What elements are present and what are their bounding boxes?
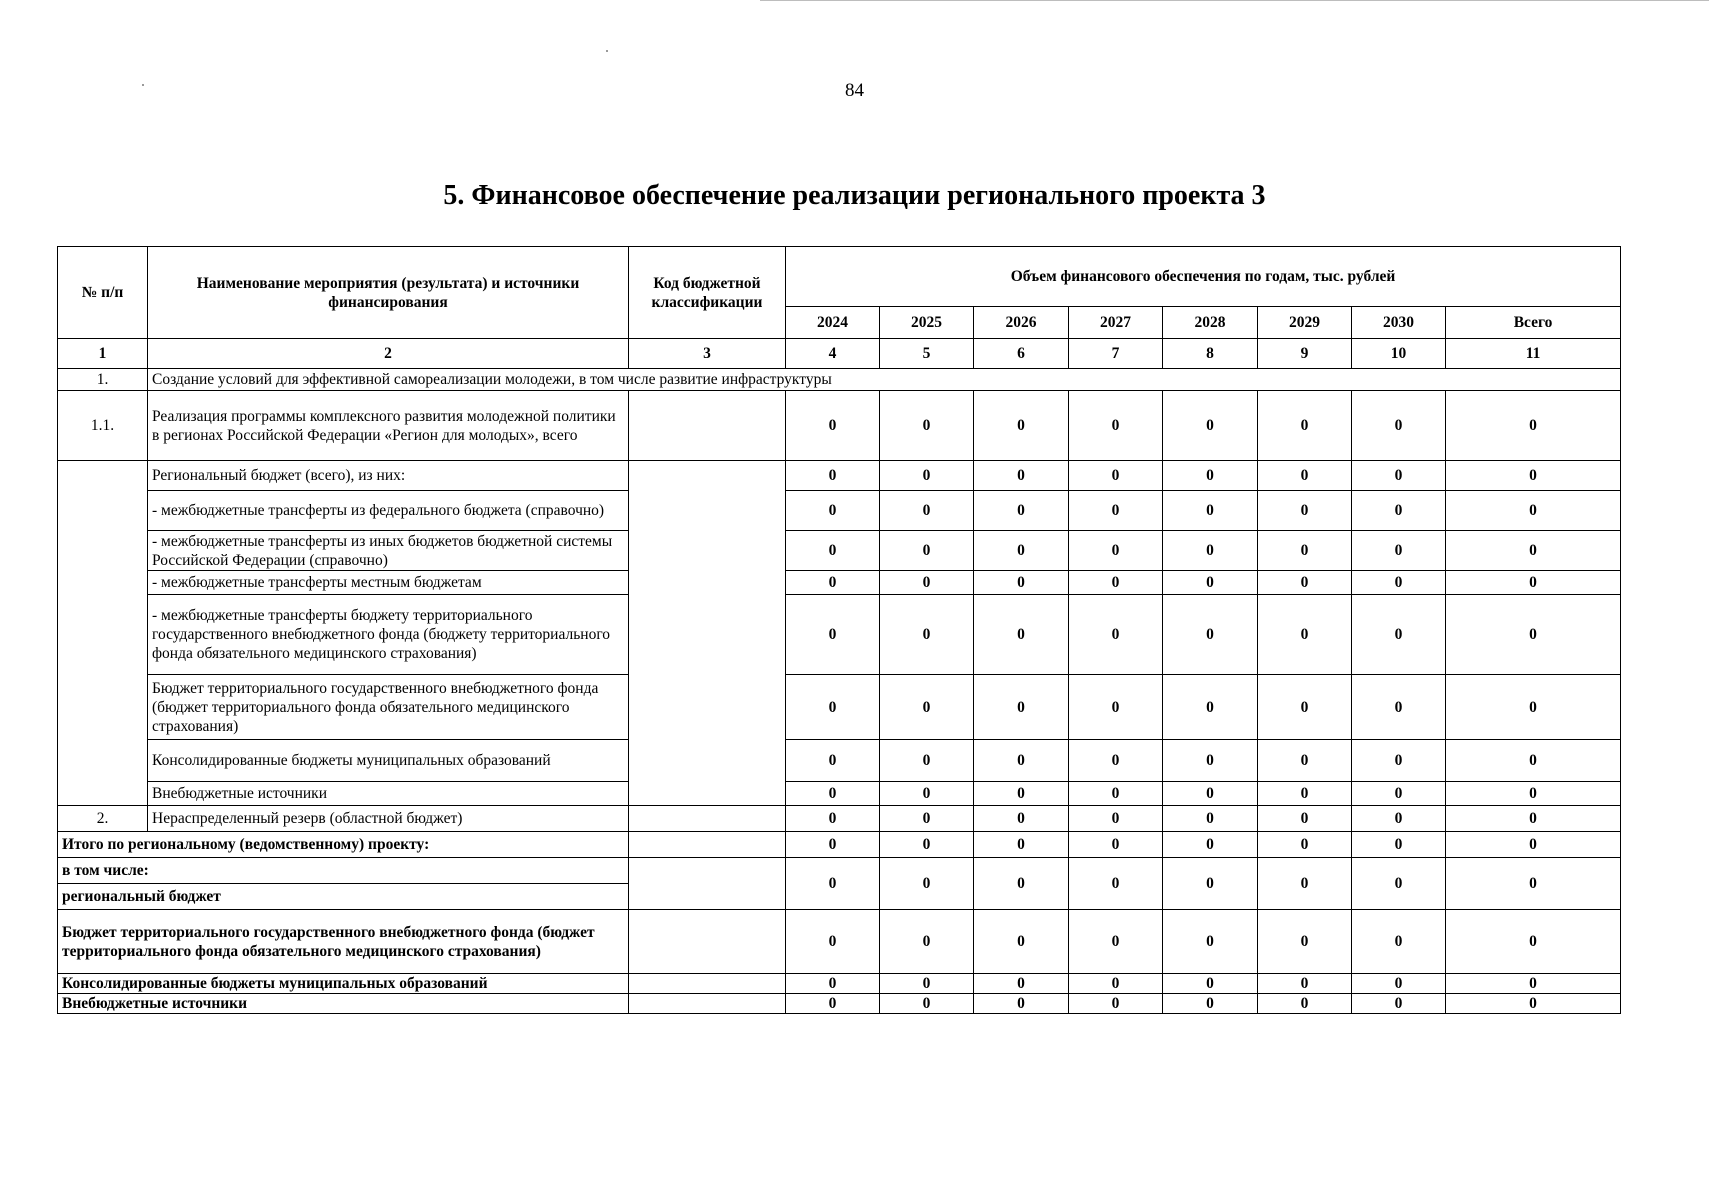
value-cell: 0 bbox=[1446, 782, 1621, 806]
value-cell: 0 bbox=[1163, 782, 1258, 806]
header-year: 2029 bbox=[1258, 307, 1352, 339]
value-cell: 0 bbox=[974, 782, 1069, 806]
column-number: 5 bbox=[880, 339, 974, 369]
value-cell: 0 bbox=[1069, 740, 1163, 782]
value-cell: 0 bbox=[1446, 391, 1621, 461]
value-cell: 0 bbox=[786, 782, 880, 806]
row-code bbox=[629, 832, 786, 858]
value-cell: 0 bbox=[786, 675, 880, 740]
row-number: 1.1. bbox=[58, 391, 148, 461]
value-cell: 0 bbox=[880, 832, 974, 858]
table-row bbox=[58, 531, 1621, 571]
value-cell: 0 bbox=[1163, 461, 1258, 491]
table-row bbox=[58, 491, 1621, 531]
value-cell: 0 bbox=[1258, 832, 1352, 858]
value-cell: 0 bbox=[1258, 910, 1352, 974]
value-cell: 0 bbox=[1446, 461, 1621, 491]
value-cell: 0 bbox=[1163, 740, 1258, 782]
page-title: 5. Финансовое обеспечение реализации регионального проекта 3 bbox=[443, 180, 1266, 211]
value-cell: 0 bbox=[1163, 595, 1258, 675]
row-code bbox=[629, 806, 786, 832]
value-cell: 0 bbox=[1163, 994, 1258, 1014]
value-cell: 0 bbox=[1069, 571, 1163, 595]
value-cell: 0 bbox=[1352, 675, 1446, 740]
table-row bbox=[58, 571, 1621, 595]
section-num: 1. bbox=[58, 369, 148, 391]
value-cell: 0 bbox=[880, 595, 974, 675]
header-year: 2026 bbox=[974, 307, 1069, 339]
value-cell: 0 bbox=[1163, 910, 1258, 974]
value-cell: 0 bbox=[786, 806, 880, 832]
value-cell: 0 bbox=[1069, 491, 1163, 531]
value-cell: 0 bbox=[1163, 531, 1258, 571]
column-number: 10 bbox=[1352, 339, 1446, 369]
row-code bbox=[629, 974, 786, 994]
row-name: Региональный бюджет (всего), из них: bbox=[148, 461, 629, 491]
value-cell: 0 bbox=[1258, 806, 1352, 832]
header-year: 2027 bbox=[1069, 307, 1163, 339]
row-name: Консолидированные бюджеты муниципальных образований bbox=[148, 740, 629, 782]
value-cell: 0 bbox=[786, 461, 880, 491]
value-cell: 0 bbox=[880, 782, 974, 806]
value-cell: 0 bbox=[1352, 858, 1446, 910]
row-name: - межбюджетные трансферты местным бюджетам bbox=[148, 571, 629, 595]
value-cell: 0 bbox=[974, 461, 1069, 491]
header-total: Всего bbox=[1446, 307, 1621, 339]
value-cell: 0 bbox=[1352, 994, 1446, 1014]
column-number: 7 bbox=[1069, 339, 1163, 369]
value-cell: 0 bbox=[1352, 832, 1446, 858]
extrabudget-row bbox=[58, 994, 1621, 1014]
value-cell: 0 bbox=[1446, 974, 1621, 994]
value-cell: 0 bbox=[1163, 974, 1258, 994]
column-number: 2 bbox=[148, 339, 629, 369]
value-cell: 0 bbox=[1258, 994, 1352, 1014]
row-code-merged bbox=[629, 461, 786, 806]
total-label: Бюджет территориального государственного внебюджетного фонда (бюджет территориального фонда обязательного медицинского страхования) bbox=[58, 910, 629, 974]
value-cell: 0 bbox=[1069, 461, 1163, 491]
value-cell: 0 bbox=[1446, 806, 1621, 832]
column-number: 4 bbox=[786, 339, 880, 369]
value-cell: 0 bbox=[786, 994, 880, 1014]
row-number: 2. bbox=[58, 806, 148, 832]
value-cell: 0 bbox=[1446, 740, 1621, 782]
value-cell: 0 bbox=[786, 832, 880, 858]
value-cell: 0 bbox=[1163, 675, 1258, 740]
value-cell: 0 bbox=[880, 391, 974, 461]
value-cell: 0 bbox=[1352, 910, 1446, 974]
value-cell: 0 bbox=[880, 491, 974, 531]
value-cell: 0 bbox=[974, 391, 1069, 461]
value-cell: 0 bbox=[880, 806, 974, 832]
value-cell: 0 bbox=[1258, 595, 1352, 675]
table-row bbox=[58, 461, 1621, 491]
header-year: 2025 bbox=[880, 307, 974, 339]
value-cell: 0 bbox=[1069, 595, 1163, 675]
value-cell: 0 bbox=[1069, 391, 1163, 461]
value-cell: 0 bbox=[1258, 858, 1352, 910]
value-cell: 0 bbox=[786, 595, 880, 675]
total-label: Внебюджетные источники bbox=[58, 994, 629, 1014]
value-cell: 0 bbox=[974, 806, 1069, 832]
value-cell: 0 bbox=[1446, 832, 1621, 858]
value-cell: 0 bbox=[786, 491, 880, 531]
column-number: 3 bbox=[629, 339, 786, 369]
table-row bbox=[58, 675, 1621, 740]
header-num: № п/п bbox=[58, 247, 148, 339]
value-cell: 0 bbox=[1352, 782, 1446, 806]
value-cell: 0 bbox=[1258, 531, 1352, 571]
value-cell: 0 bbox=[1163, 571, 1258, 595]
value-cell: 0 bbox=[1352, 491, 1446, 531]
value-cell: 0 bbox=[1069, 832, 1163, 858]
regional-budget-label: региональный бюджет bbox=[58, 884, 629, 910]
page-number: 84 bbox=[845, 80, 864, 101]
row-name: Реализация программы комплексного развития молодежной политики в регионах Российской Федерации «Регион для молодых», всего bbox=[148, 391, 629, 461]
value-cell: 0 bbox=[974, 858, 1069, 910]
total-row bbox=[58, 832, 1621, 858]
value-cell: 0 bbox=[1352, 595, 1446, 675]
municipal-budget-row bbox=[58, 974, 1621, 994]
value-cell: 0 bbox=[1069, 974, 1163, 994]
value-cell: 0 bbox=[1258, 675, 1352, 740]
header-year: 2030 bbox=[1352, 307, 1446, 339]
value-cell: 0 bbox=[1352, 461, 1446, 491]
value-cell: 0 bbox=[974, 910, 1069, 974]
value-cell: 0 bbox=[1069, 910, 1163, 974]
value-cell: 0 bbox=[974, 571, 1069, 595]
total-label: Консолидированные бюджеты муниципальных образований bbox=[58, 974, 629, 994]
table-row bbox=[58, 806, 1621, 832]
value-cell: 0 bbox=[1258, 391, 1352, 461]
value-cell: 0 bbox=[974, 832, 1069, 858]
value-cell: 0 bbox=[1258, 491, 1352, 531]
value-cell: 0 bbox=[1352, 391, 1446, 461]
column-number: 6 bbox=[974, 339, 1069, 369]
including-row bbox=[58, 858, 1621, 884]
value-cell: 0 bbox=[786, 571, 880, 595]
value-cell: 0 bbox=[1258, 782, 1352, 806]
column-number: 1 bbox=[58, 339, 148, 369]
section-title: Создание условий для эффективной самореализации молодежи, в том числе развитие инфраструктуры bbox=[148, 369, 1621, 391]
header-year: 2028 bbox=[1163, 307, 1258, 339]
scan-speck bbox=[606, 50, 608, 52]
financing-table bbox=[57, 246, 1621, 1014]
value-cell: 0 bbox=[1446, 994, 1621, 1014]
value-cell: 0 bbox=[1352, 974, 1446, 994]
row-code bbox=[629, 910, 786, 974]
header-name: Наименование мероприятия (результата) и источники финансирования bbox=[148, 247, 629, 339]
column-number: 9 bbox=[1258, 339, 1352, 369]
value-cell: 0 bbox=[1352, 740, 1446, 782]
value-cell: 0 bbox=[1446, 571, 1621, 595]
value-cell: 0 bbox=[880, 461, 974, 491]
header-volume: Объем финансового обеспечения по годам, тыс. рублей bbox=[786, 247, 1621, 307]
value-cell: 0 bbox=[786, 974, 880, 994]
row-name: Бюджет территориального государственного внебюджетного фонда (бюджет территориального фонда обязательного медицинского страхования) bbox=[148, 675, 629, 740]
value-cell: 0 bbox=[880, 571, 974, 595]
value-cell: 0 bbox=[1069, 858, 1163, 910]
header-year: 2024 bbox=[786, 307, 880, 339]
value-cell: 0 bbox=[1446, 595, 1621, 675]
value-cell: 0 bbox=[880, 858, 974, 910]
value-cell: 0 bbox=[880, 531, 974, 571]
value-cell: 0 bbox=[1163, 391, 1258, 461]
column-number: 8 bbox=[1163, 339, 1258, 369]
value-cell: 0 bbox=[786, 858, 880, 910]
value-cell: 0 bbox=[1163, 858, 1258, 910]
value-cell: 0 bbox=[786, 531, 880, 571]
row-code bbox=[629, 391, 786, 461]
value-cell: 0 bbox=[1352, 571, 1446, 595]
row-number-merged bbox=[58, 461, 148, 806]
value-cell: 0 bbox=[1069, 994, 1163, 1014]
value-cell: 0 bbox=[786, 910, 880, 974]
value-cell: 0 bbox=[1163, 491, 1258, 531]
value-cell: 0 bbox=[1069, 531, 1163, 571]
header-code: Код бюджетной классификации bbox=[629, 247, 786, 339]
value-cell: 0 bbox=[1258, 740, 1352, 782]
value-cell: 0 bbox=[974, 491, 1069, 531]
value-cell: 0 bbox=[974, 531, 1069, 571]
table-row bbox=[58, 391, 1621, 461]
including-label: в том числе: bbox=[58, 858, 629, 884]
value-cell: 0 bbox=[1446, 858, 1621, 910]
value-cell: 0 bbox=[1352, 806, 1446, 832]
section-row bbox=[58, 369, 1621, 391]
value-cell: 0 bbox=[1163, 806, 1258, 832]
value-cell: 0 bbox=[974, 675, 1069, 740]
value-cell: 0 bbox=[1446, 531, 1621, 571]
row-name: Внебюджетные источники bbox=[148, 782, 629, 806]
table-header-row bbox=[58, 247, 1621, 307]
row-name: - межбюджетные трансферты из иных бюджетов бюджетной системы Российской Федерации (справочно) bbox=[148, 531, 629, 571]
value-cell: 0 bbox=[1163, 832, 1258, 858]
value-cell: 0 bbox=[1352, 531, 1446, 571]
value-cell: 0 bbox=[1446, 491, 1621, 531]
value-cell: 0 bbox=[786, 391, 880, 461]
value-cell: 0 bbox=[974, 595, 1069, 675]
column-number-row bbox=[58, 339, 1621, 369]
value-cell: 0 bbox=[880, 740, 974, 782]
scan-edge-line bbox=[760, 0, 1709, 1]
row-code bbox=[629, 994, 786, 1014]
value-cell: 0 bbox=[974, 994, 1069, 1014]
value-cell: 0 bbox=[1446, 910, 1621, 974]
row-name: - межбюджетные трансферты бюджету территориального государственного внебюджетного фонда (бюджету территориального фонда обязательного медицинского страхования) bbox=[148, 595, 629, 675]
value-cell: 0 bbox=[974, 740, 1069, 782]
value-cell: 0 bbox=[1258, 974, 1352, 994]
row-code bbox=[629, 858, 786, 910]
value-cell: 0 bbox=[880, 994, 974, 1014]
total-label: Итого по региональному (ведомственному) проекту: bbox=[58, 832, 629, 858]
value-cell: 0 bbox=[1069, 675, 1163, 740]
value-cell: 0 bbox=[974, 974, 1069, 994]
row-name: - межбюджетные трансферты из федерального бюджета (справочно) bbox=[148, 491, 629, 531]
fund-budget-row bbox=[58, 910, 1621, 974]
value-cell: 0 bbox=[880, 974, 974, 994]
value-cell: 0 bbox=[1069, 782, 1163, 806]
table-row bbox=[58, 740, 1621, 782]
row-name: Нераспределенный резерв (областной бюджет) bbox=[148, 806, 629, 832]
value-cell: 0 bbox=[1069, 806, 1163, 832]
value-cell: 0 bbox=[1258, 461, 1352, 491]
column-number: 11 bbox=[1446, 339, 1621, 369]
value-cell: 0 bbox=[880, 910, 974, 974]
table-row bbox=[58, 595, 1621, 675]
value-cell: 0 bbox=[880, 675, 974, 740]
table-row bbox=[58, 782, 1621, 806]
value-cell: 0 bbox=[1258, 571, 1352, 595]
value-cell: 0 bbox=[1446, 675, 1621, 740]
value-cell: 0 bbox=[786, 740, 880, 782]
